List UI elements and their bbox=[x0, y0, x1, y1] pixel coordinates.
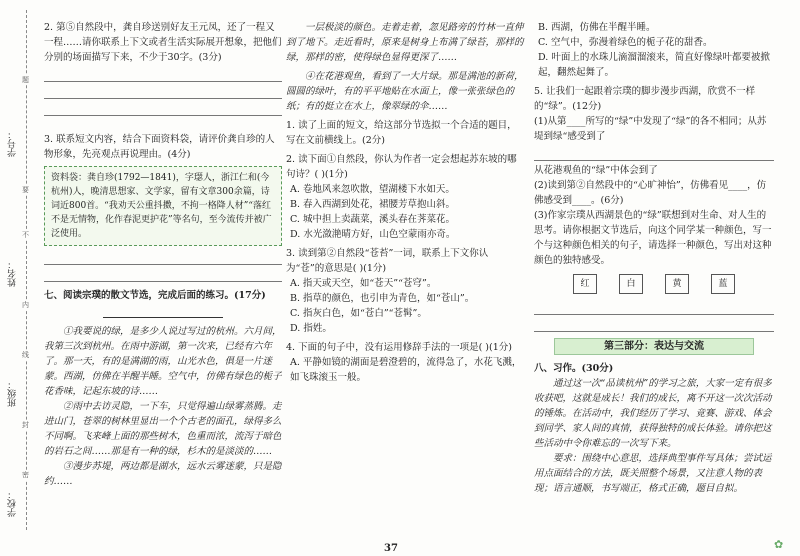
column-right bbox=[534, 0, 774, 496]
cut-line bbox=[26, 10, 27, 530]
column-middle bbox=[286, 0, 524, 385]
part-3-banner: 第三部分：表达与交流 bbox=[554, 338, 754, 355]
margin-seal-char: 题 bbox=[22, 76, 29, 84]
question-2: 2. 第⑤自然段中，龚自珍送别好友王元凤，还了一程又一程……请你联系上下文或者生活实际展开想象，把他们分别的场面描写下来，不少于30字。(3分) bbox=[44, 22, 282, 63]
paragraph-4: ④在花港观鱼，看到了一大片绿。那是满池的新荷，圆圆的绿叶，有的平平地贴在水面上，像一张张绿色的纸；有的挺立在水上，像翠绿的伞…… bbox=[286, 71, 524, 112]
margin-field-label: 学校： bbox=[8, 490, 18, 517]
option: A. 平静如镜的湖面是碧澄碧的，流得急了，水花飞溅，如飞珠滚玉一般。 bbox=[290, 357, 522, 383]
color-cards bbox=[534, 274, 774, 294]
column-left bbox=[44, 0, 282, 489]
answer-line[interactable] bbox=[44, 267, 282, 282]
margin-seal-char: 封 bbox=[22, 421, 29, 429]
question-4: 4. 下面的句子中，没有运用修辞手法的一项是( )(1分) bbox=[286, 342, 512, 353]
answer-line[interactable] bbox=[44, 250, 282, 265]
answer-line[interactable] bbox=[44, 67, 282, 82]
page-number: 37 bbox=[384, 543, 398, 554]
answer-line[interactable] bbox=[44, 84, 282, 99]
essay-prompt: 通过这一次“品读杭州”的学习之旅，大家一定有很多收获吧，这就是成长！我们的成长，离不开这一次次活动的锤炼。在活动中，我们经历了学习、竞赛、游戏、体会到同学、家人间的真情，获得独特的成长体验。请你把这些活动中令你难忘的一次写下来。 bbox=[534, 378, 772, 449]
option: D. 水光潋滟晴方好，山色空蒙雨亦奇。 bbox=[290, 229, 456, 240]
margin-seal-char: 内 bbox=[22, 301, 29, 309]
question-5-part-2: (2)读到第②自然段中的“心旷神怡”，仿佛看见____，仿佛感受到____。(6分) bbox=[534, 180, 767, 206]
margin-field-label: 学号： bbox=[8, 130, 18, 157]
color-card-yellow[interactable]: 黄 bbox=[665, 274, 689, 294]
margin-seal-char: 要 bbox=[22, 186, 29, 194]
question-3: 3. 联系短文内容，结合下面资料袋，请评价龚自珍的人物形象，先亮观点再说理由。(4分) bbox=[44, 134, 275, 160]
margin-seal-char: 密 bbox=[22, 471, 29, 479]
margin-field-label: 姓名： bbox=[8, 260, 18, 287]
margin-seal-char: 不 bbox=[22, 231, 29, 239]
question-5-part-1: (1)从第____所写的“绿”中发现了“绿”的各不相同；从苏堤到绿“感受到了 bbox=[534, 116, 767, 142]
answer-line[interactable] bbox=[534, 146, 774, 161]
question-2: 2. 读下面①自然段，你认为作者一定会想起苏东坡的哪句诗？( )(1分) bbox=[286, 154, 517, 180]
option: D. 叶面上的水珠儿滴溜溜滚来，简直好像绿叶都要被掀起，翻然起舞了。 bbox=[538, 52, 770, 78]
paragraph-intro: 一层极淡的颜色。走着走着，忽见路旁的竹林一直伸到了地下。走近看时，原来是树身上布满了绿苔，那样的绿，那样的密，使得绿色显得更深了…… bbox=[286, 22, 524, 63]
option: D. 指姓。 bbox=[290, 323, 332, 334]
option: C. 指灰白色，如“苍白”“苍髯”。 bbox=[290, 308, 427, 319]
answer-line[interactable] bbox=[534, 300, 774, 315]
question-1: 1. 读了上面的短文，给这部分节选拟一个合适的题目，写在文前横线上。(2分) bbox=[286, 120, 517, 146]
option: C. 城中担上卖蔬菜，溪头春在荠菜花。 bbox=[290, 214, 455, 225]
option: A. 指天或天空，如“苍天”“苍穹”。 bbox=[290, 278, 437, 289]
passage-title-blank[interactable] bbox=[103, 311, 223, 318]
essay-requirements: 要求：围绕中心意思，选择典型事件写具体；尝试运用点面结合的方法，既关照整个场景，又注意人物的表现；语言通顺，书写端正，格式正确，题目自拟。 bbox=[534, 453, 772, 494]
paragraph-1: ①我要说的绿，是多少人说过写过的杭州。六月间，我第三次到杭州。在雨中游湖，第一次来，已经有六年了。那一天，有的是满湖的雨，山光水色，俱是一片迷蒙。西湖，仿佛在半醒半睡。空气中，仿佛有绿色的栀子花香味，记起东坡的诗…… bbox=[44, 326, 282, 397]
info-box: 资料袋：龚自珍(1792—1841)，字璱人，浙江仁和(今杭州)人，晚清思想家、文学家，留有文章300余篇，诗词近800首。“我劝天公重抖擞，不拘一格降人材”“落红不是无情物，化作春泥更护花”等名句，至今流传并被广泛使用。 bbox=[44, 166, 282, 246]
plant-icon: ✿ bbox=[774, 538, 784, 551]
color-card-white[interactable]: 白 bbox=[619, 274, 643, 294]
section-8-title: 八、习作。(30分) bbox=[534, 363, 614, 374]
option: A. 卷地风来忽吹散，望湖楼下水如天。 bbox=[290, 184, 455, 195]
question-3: 3. 读到第②自然段“苍苔”一词，联系上下文你认为“苍”的意思是( )(1分) bbox=[286, 248, 489, 274]
binding-margin bbox=[0, 0, 42, 556]
option: B. 西湖，仿佛在半醒半睡。 bbox=[538, 22, 656, 33]
option: B. 春入西湖到处花，裙腰芳草抱山斜。 bbox=[290, 199, 456, 210]
question-5-part-3: (3)作家宗璞从西湖景色的“绿”联想到对生命、对人生的思考。请你根据文节选后，向这个同学某一种颜色，写一个与这种颜色相关的句子，请选择一种颜色，写出对这种颜色的独特感受。 bbox=[534, 210, 772, 266]
color-card-red[interactable]: 红 bbox=[573, 274, 597, 294]
answer-line[interactable] bbox=[44, 101, 282, 116]
paragraph-3: ③漫步苏堤，两边都是湖水，远水云雾迷蒙，只是隐约…… bbox=[44, 461, 282, 487]
paragraph-2: ②雨中去访灵隐，一下车，只觉得遍山绿雾蒸腾。走进山门，苍翠的树林里显出一个个古老的面孔，绿得多么不同啊。飞来峰上面的那些树木，色重而浓，流泻于暗色的岩石之间……那是有一种的绿，杉木的是淡淡的…… bbox=[44, 401, 282, 457]
option: C. 空气中，弥漫着绿色的栀子花的甜香。 bbox=[538, 37, 713, 48]
section-7-title: 七、阅读宗璞的散文节选，完成后面的练习。(17分) bbox=[44, 290, 266, 301]
margin-seal-char: 线 bbox=[22, 351, 29, 359]
question-5: 5. 让我们一起跟着宗璞的脚步漫步西湖，欣赏不一样的“绿”。(12分) bbox=[534, 86, 756, 112]
option: B. 指草的颜色，也引申为青色，如“苍山”。 bbox=[290, 293, 475, 304]
answer-line[interactable] bbox=[534, 317, 774, 332]
margin-field-label: 班级： bbox=[8, 380, 18, 407]
question-5-part-1b: 从花港观鱼的“绿”中体会到了 bbox=[534, 165, 658, 176]
color-card-blue[interactable]: 蓝 bbox=[711, 274, 735, 294]
